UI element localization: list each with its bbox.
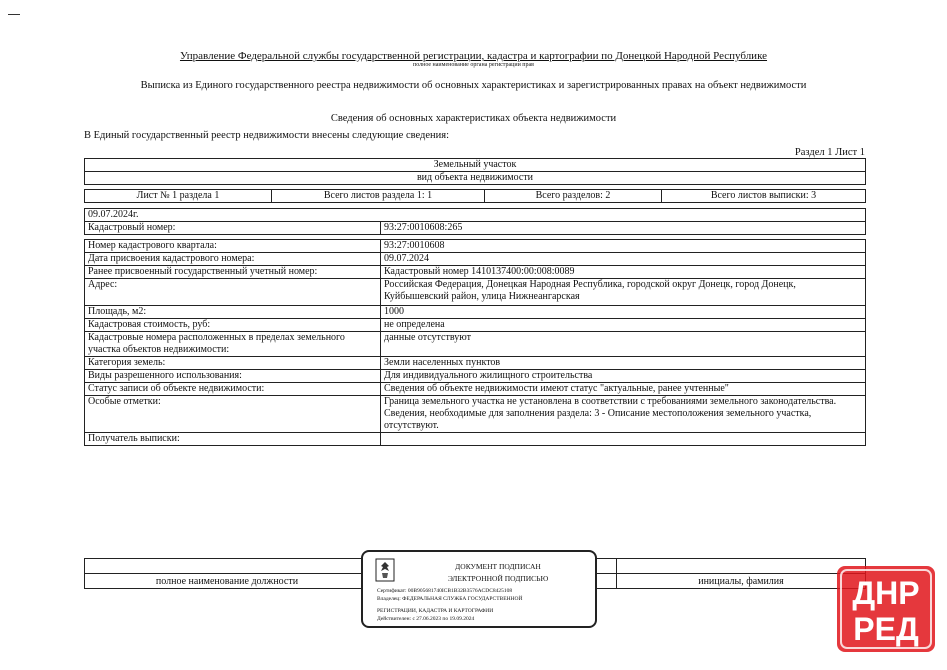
row-value: Для индивидуального жилищного строительства [381,370,866,383]
stamp-certificate: Сертификат: 00B905681740ICB1B32B3576ACDC8425108 [377,588,513,594]
row-label: Номер кадастрового квартала: [85,240,381,253]
row-label: Кадастровые номера расположенных в пределах земельного участка объектов недвижимости: [85,332,381,357]
object-type: Земельный участок [85,159,866,172]
row-value: Граница земельного участка не установлена в соответствии с требованиями земельного законодательства. Сведения, необходимые для заполнения раздела: 3 - Описание местоположения земельного участка, отсутствуют. [381,396,866,433]
cadastral-number-label: Кадастровый номер: [85,222,381,235]
sheet-number: Лист № 1 раздела 1 [85,190,272,203]
row-value: 1000 [381,306,866,319]
row-label: Статус записи об объекте недвижимости: [85,383,381,396]
sections-total: Всего разделов: 2 [485,190,662,203]
section-sheet-label: Раздел 1 Лист 1 [794,147,865,158]
cadastral-number-value: 93:27:0010608:265 [381,222,866,235]
row-value: 09.07.2024 [381,253,866,266]
position-caption: полное наименование должности [85,574,370,589]
row-value: 93:27:0010608 [381,240,866,253]
row-value: не определена [381,319,866,332]
dnr-red-logo [837,566,935,652]
stamp-owner2: РЕГИСТРАЦИИ, КАДАСТРА И КАРТОГРАФИИ [377,608,494,614]
row-value: Кадастровый номер 1410137400:00:008:0089 [381,266,866,279]
stamp-owner: Владелец: ФЕДЕРАЛЬНАЯ СЛУЖБА ГОСУДАРСТВЕННОЙ [377,596,523,602]
electronic-signature-stamp [361,550,597,628]
row-label: Кадастровая стоимость, руб: [85,319,381,332]
row-value: Сведения об объекте недвижимости имеют статус "актуальные, ранее учтенные" [381,383,866,396]
logo-line1: ДНР [852,575,920,611]
object-type-table [84,158,866,185]
row-value: Российская Федерация, Донецкая Народная Республика, городской округ Донецк, город Донецк, Куйбышевский район, улица Нижнеангарская [381,279,866,306]
row-label: Ранее присвоенный государственный учетный номер: [85,266,381,279]
row-value: данные отсутствуют [381,332,866,357]
stamp-line2: ЭЛЕКТРОННОЙ ПОДПИСЬЮ [447,574,549,583]
organization-caption: полное наименование органа регистрации прав [412,62,535,68]
sheets-total: Всего листов выписки: 3 [662,190,866,203]
date-cadastral-table [84,208,866,235]
logo-line2: РЕД [853,611,919,647]
row-label: Виды разрешенного использования: [85,370,381,383]
row-label: Категория земель: [85,357,381,370]
extract-date: 09.07.2024г. [85,209,866,222]
stamp-validity: Действителен: с 27.06.2023 по 19.09.2024 [377,616,475,622]
object-type-caption: вид объекта недвижимости [85,172,866,185]
intro-text: В Единый государственный реестр недвижимости внесены следующие сведения: [84,130,450,141]
coat-of-arms-icon [375,558,395,582]
row-value: Земли населенных пунктов [381,357,866,370]
section-title: Сведения об основных характеристиках объекта недвижимости [330,113,617,124]
row-value [381,433,866,446]
organization-name: Управление Федеральной службы государственной регистрации, кадастра и картографии по Донецкой Народной Республике [179,50,768,62]
row-label: Дата присвоения кадастрового номера: [85,253,381,266]
extract-title: Выписка из Единого государственного реестра недвижимости об основных характеристиках и зарегистрированных правах на объект недвижимости [140,80,807,91]
characteristics-table [84,239,866,446]
sheet-info-table [84,189,866,203]
row-label: Получатель выписки: [85,433,381,446]
name-caption: инициалы, фамилия [617,574,866,589]
sheets-in-section: Всего листов раздела 1: 1 [272,190,485,203]
stamp-line1: ДОКУМЕНТ ПОДПИСАН [455,562,541,571]
corner-mark [8,14,20,15]
row-label: Адрес: [85,279,381,306]
row-label: Особые отметки: [85,396,381,433]
row-label: Площадь, м2: [85,306,381,319]
